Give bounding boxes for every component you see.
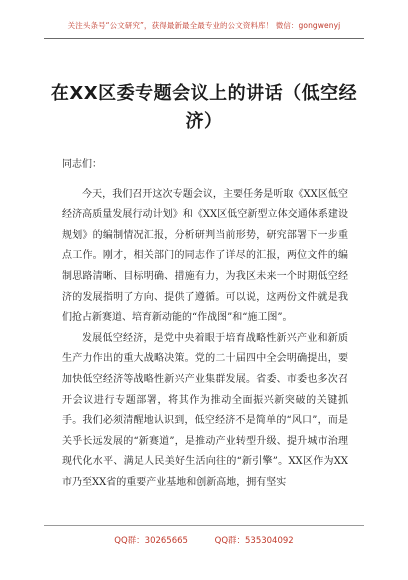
- paragraph-2: 发展低空经济，是党中央着眼于培育战略性新兴产业和新质生产力作出的重大战略决策。党的二十届四中全会明确提出，要加快低空经济等战略性新兴产业集群发展。省委、市委也多次召开会议进行专题部署，将其作为推动全面振兴新突破的关键抓手。我们必须清醒地认识到，低空经济不是简单的“风口”，而是关乎长远发展的“新赛道”，是推动产业转型升级、提升城市治理现代化水平、满足人民美好生活向往的“新引擎”。XX区作为XX市乃至XX省的重要产业基地和创新高地，拥有坚实: [62, 332, 348, 488]
- footer: [0, 534, 408, 546]
- document-title: 在XX区委专题会议上的讲话（低空经济）: [50, 83, 358, 132]
- footer-divider: [44, 525, 364, 526]
- paragraph-1: 今天，我们召开这次专题会议，主要任务是听取《XX区低空经济高质量发展行动计划》和《XX区低空新型立体交通体系建设规划》的编制情况汇报，分析研判当前形势，研究部署下一步重点工作。刚才，相关部门的同志作了详尽的汇报，两位文件的编制思路清晰、目标明确、措施有力，为我区未来一个时期低空经济的发展指明了方向、提供了遵循。可以说，这两份文件就是我们抢占新赛道、培育新动能的“作战图”和“施工图”。: [62, 188, 348, 324]
- footer-qq-group-1: QQ群：30265665: [114, 536, 188, 546]
- document-body: [62, 155, 348, 494]
- header-banner: 关注头条号“公文研究”，获得最新最全最专业的公文资料库！ 微信：gongwenyj: [67, 21, 341, 30]
- header-divider: [44, 38, 364, 39]
- salutation: 同志们：: [62, 159, 102, 170]
- footer-qq-group-2: QQ群：535304092: [214, 536, 294, 546]
